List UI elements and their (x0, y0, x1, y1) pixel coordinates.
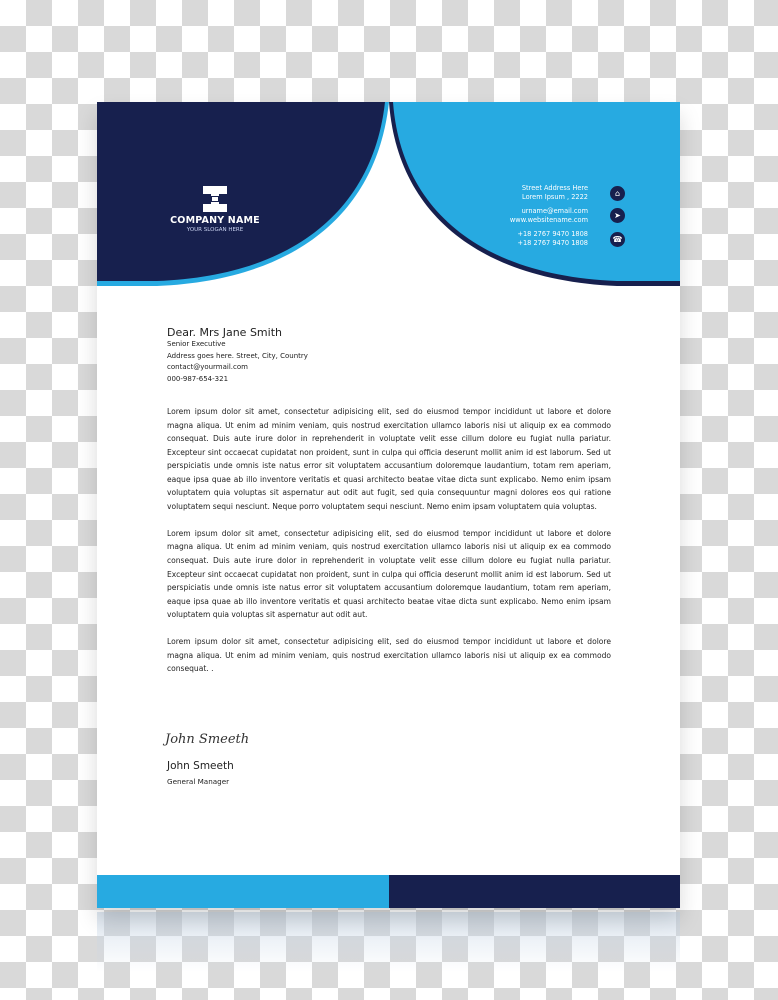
contact-phone-1: +18 2767 9470 1808 (517, 230, 588, 238)
letterhead-page (97, 102, 680, 908)
home-icon: ⌂ (610, 186, 625, 201)
contact-info (510, 184, 588, 253)
contact-email: urname@email.com (521, 207, 588, 215)
company-name: COMPANY NAME (170, 215, 260, 226)
recipient-email: contact@yourmail.com (167, 363, 248, 372)
address-line-2: Lorem Ipsum , 2222 (522, 192, 588, 201)
recipient-phone: 000-987-654-321 (167, 374, 229, 383)
paragraph: Lorem ipsum dolor sit amet, consectetur adipisicing elit, sed do eiusmod tempor incididunt ut labore et dolore magna aliqua. Ut enim ad minim veniam, quis nostrud exercitation ullamco laboris nisi ut aliquip ex ea commodo consequat. Duis aute irure dolor in reprehenderit in voluptate velit esse cillum dolore eu fugiat nulla pariatur. Excepteur sint occaecat cupidatat non proident, sunt in culpa qui officia deserunt mollit anim id est laborum. Sed ut perspiciatis unde omnis iste natus error sit voluptatem accusantium doloremque laudantium, totam rem aperiam, eaque ipsa quae ab illo inventore veritatis et quasi architecto beatae vitae dicta sunt explicabo. Nemo enim ipsam voluptatem quia voluptas sit aspernatur aut odit aut fugit, sed quia consequuntur magni dolores eos qui ratione voluptatem sequi nesciunt. Neque porro voluptatem sequi nesciunt. Nemo enim ipsam voluptatem quia voluptas. (167, 407, 611, 511)
phone-icon: ☎ (610, 232, 625, 247)
signer-title: General Manager (167, 777, 230, 786)
recipient-address: Address goes here. Street, City, Country (167, 351, 308, 360)
contact-website: www.websitename.com (509, 215, 588, 224)
recipient-title: Senior Executive (167, 340, 226, 348)
logo-mark-icon (203, 186, 227, 212)
signer-name: John Smeeth (167, 760, 234, 772)
company-slogan: YOUR SLOGAN HERE (186, 227, 244, 233)
send-icon: ➤ (610, 208, 625, 223)
company-logo (165, 186, 265, 233)
page-reflection (97, 912, 680, 972)
recipient-name: Dear. Mrs Jane Smith (167, 326, 282, 339)
address-line-1: Street Address Here (521, 184, 588, 192)
paragraph: Lorem ipsum dolor sit amet, consectetur adipisicing elit, sed do eiusmod tempor incididunt ut labore et dolore magna aliqua. Ut enim ad minim veniam, quis nostrud exercitation ullamco laboris nisi ut aliquip ex ea commodo consequat. . (167, 637, 611, 674)
footer-bar-right (389, 875, 680, 908)
letter-body (167, 405, 611, 689)
footer-bar-left (97, 875, 389, 908)
recipient-block (167, 326, 308, 385)
paragraph: Lorem ipsum dolor sit amet, consectetur adipisicing elit, sed do eiusmod tempor incididunt ut labore et dolore magna aliqua. Ut enim ad minim veniam, quis nostrud exercitation ullamco laboris nisi ut aliquip ex ea commodo consequat. Duis aute irure dolor in reprehenderit in voluptate velit esse cillum dolore eu fugiat nulla pariatur. Excepteur sint occaecat cupidatat non proident, sunt in culpa qui officia deserunt mollit anim id est laborum. Sed ut perspiciatis unde omnis iste natus error sit voluptatem accusantium doloremque laudantium, totam rem aperiam, eaque ipsa quae ab illo inventore veritatis et quasi architecto beatae vitae dicta sunt explicabo. Nemo enim ipsam voluptatem quia voluptas sit aspernatur aut odit aut. (167, 528, 611, 620)
signature: John Smeeth (165, 732, 250, 747)
contact-phone-2: +18 2767 9470 1808 (517, 238, 588, 247)
